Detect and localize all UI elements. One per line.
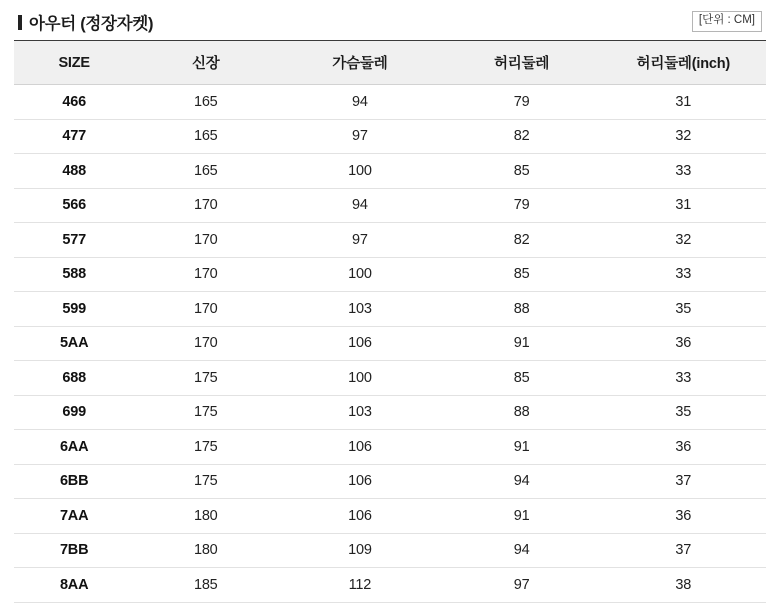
table-cell: 79 xyxy=(443,85,601,120)
table-cell: 31 xyxy=(601,188,766,223)
table-cell: 100 xyxy=(277,361,442,396)
table-cell: 103 xyxy=(277,395,442,430)
table-cell: 94 xyxy=(277,188,442,223)
table-cell: 175 xyxy=(134,464,277,499)
table-row xyxy=(14,395,766,430)
table-cell: 112 xyxy=(277,568,442,603)
table-cell: 94 xyxy=(443,533,601,568)
table-cell: 37 xyxy=(601,464,766,499)
table-row xyxy=(14,568,766,603)
table-row xyxy=(14,85,766,120)
table-cell: 94 xyxy=(277,85,442,120)
table-row xyxy=(14,326,766,361)
table-cell: 35 xyxy=(601,395,766,430)
cell-size: 477 xyxy=(14,119,134,154)
table-cell: 88 xyxy=(443,395,601,430)
table-cell: 175 xyxy=(134,395,277,430)
table-cell: 106 xyxy=(277,326,442,361)
table-cell: 82 xyxy=(443,119,601,154)
table-cell: 106 xyxy=(277,464,442,499)
table-row xyxy=(14,464,766,499)
table-cell: 94 xyxy=(443,464,601,499)
table-cell: 100 xyxy=(277,257,442,292)
table-cell: 33 xyxy=(601,257,766,292)
column-header-waist-cm: 허리둘레 xyxy=(443,41,601,85)
cell-size: 566 xyxy=(14,188,134,223)
table-cell: 91 xyxy=(443,430,601,465)
column-header-size: SIZE xyxy=(14,41,134,85)
table-row xyxy=(14,257,766,292)
table-cell: 38 xyxy=(601,568,766,603)
table-row xyxy=(14,188,766,223)
table-row xyxy=(14,361,766,396)
table-cell: 97 xyxy=(277,223,442,258)
table-cell: 170 xyxy=(134,188,277,223)
table-cell: 106 xyxy=(277,499,442,534)
table-cell: 33 xyxy=(601,361,766,396)
title-marker-icon xyxy=(18,15,22,30)
table-cell: 32 xyxy=(601,119,766,154)
table-cell: 97 xyxy=(443,568,601,603)
cell-size: 699 xyxy=(14,395,134,430)
cell-size: 599 xyxy=(14,292,134,327)
cell-size: 488 xyxy=(14,154,134,189)
cell-size: 7BB xyxy=(14,533,134,568)
table-cell: 180 xyxy=(134,499,277,534)
table-row xyxy=(14,119,766,154)
page-title: 아우터 (정장자켓) xyxy=(29,15,154,33)
table-cell: 170 xyxy=(134,292,277,327)
table-cell: 85 xyxy=(443,361,601,396)
table-cell: 91 xyxy=(443,326,601,361)
table-cell: 91 xyxy=(443,499,601,534)
table-cell: 165 xyxy=(134,119,277,154)
table-cell: 97 xyxy=(277,119,442,154)
table-row xyxy=(14,292,766,327)
table-cell: 37 xyxy=(601,533,766,568)
table-cell: 31 xyxy=(601,85,766,120)
cell-size: 6BB xyxy=(14,464,134,499)
table-cell: 82 xyxy=(443,223,601,258)
cell-size: 7AA xyxy=(14,499,134,534)
table-row xyxy=(14,533,766,568)
unit-note: [단위 : CM] xyxy=(692,11,762,32)
table-row xyxy=(14,499,766,534)
column-header-height: 신장 xyxy=(134,41,277,85)
table-cell: 170 xyxy=(134,223,277,258)
table-body xyxy=(14,85,766,603)
chart-header xyxy=(14,0,766,40)
table-cell: 180 xyxy=(134,533,277,568)
table-cell: 170 xyxy=(134,257,277,292)
table-cell: 100 xyxy=(277,154,442,189)
table-cell: 103 xyxy=(277,292,442,327)
table-row xyxy=(14,430,766,465)
table-cell: 36 xyxy=(601,499,766,534)
table-cell: 35 xyxy=(601,292,766,327)
table-cell: 170 xyxy=(134,326,277,361)
cell-size: 6AA xyxy=(14,430,134,465)
table-head xyxy=(14,41,766,85)
table-cell: 36 xyxy=(601,326,766,361)
cell-size: 688 xyxy=(14,361,134,396)
cell-size: 588 xyxy=(14,257,134,292)
table-cell: 165 xyxy=(134,154,277,189)
table-cell: 175 xyxy=(134,361,277,396)
table-header-row xyxy=(14,41,766,85)
table-cell: 32 xyxy=(601,223,766,258)
table-cell: 185 xyxy=(134,568,277,603)
column-header-chest: 가슴둘레 xyxy=(277,41,442,85)
cell-size: 8AA xyxy=(14,568,134,603)
title-group xyxy=(18,10,153,34)
table-cell: 109 xyxy=(277,533,442,568)
table-cell: 165 xyxy=(134,85,277,120)
table-cell: 33 xyxy=(601,154,766,189)
cell-size: 466 xyxy=(14,85,134,120)
cell-size: 577 xyxy=(14,223,134,258)
table-cell: 79 xyxy=(443,188,601,223)
cell-size: 5AA xyxy=(14,326,134,361)
table-row xyxy=(14,154,766,189)
table-cell: 106 xyxy=(277,430,442,465)
table-cell: 85 xyxy=(443,154,601,189)
size-table xyxy=(14,40,766,603)
column-header-waist-inch: 허리둘레(inch) xyxy=(601,41,766,85)
table-cell: 85 xyxy=(443,257,601,292)
table-cell: 88 xyxy=(443,292,601,327)
table-cell: 175 xyxy=(134,430,277,465)
table-cell: 36 xyxy=(601,430,766,465)
table-row xyxy=(14,223,766,258)
